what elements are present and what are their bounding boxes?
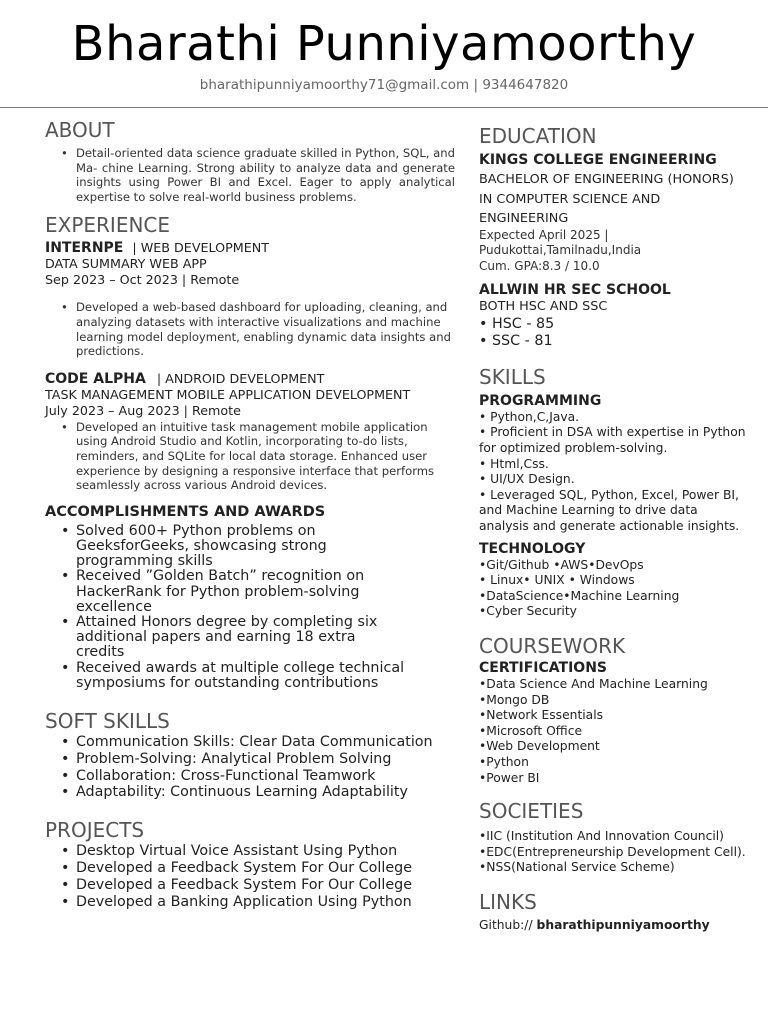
society-item: •NSS(National Service Scheme) <box>479 860 675 875</box>
job-entry-internpe <box>45 240 455 358</box>
section-title-societies: SOCIETIES <box>479 799 584 824</box>
list-item: • Desktop Virtual Voice Assistant Using Python <box>45 843 455 860</box>
list-item: • Attained Honors degree by completing six additional papers and earning 18 extra credits <box>45 615 405 661</box>
cert-item: •Python <box>479 754 529 769</box>
header-divider <box>0 107 768 108</box>
cert-item: •Power BI <box>479 770 540 785</box>
society-item: •EDC(Entrepreneurship Development Cell). <box>479 844 746 859</box>
list-item: • Developed a Feedback System For Our College <box>45 877 455 894</box>
cert-item: •Mongo DB <box>479 692 550 707</box>
list-item: • Developed a Feedback System For Our College <box>45 860 455 877</box>
programming-title: PROGRAMMING <box>479 392 602 409</box>
section-title-education: EDUCATION <box>479 124 597 148</box>
cert-item: •Microsoft Office <box>479 723 583 738</box>
section-title-accomplishments: ACCOMPLISHMENTS AND AWARDS <box>45 503 326 520</box>
job-company: CODE ALPHA <box>45 370 146 387</box>
technology-item: •Git/Github •AWS•DevOps <box>479 557 644 572</box>
job-role: | ANDROID DEVELOPMENT <box>156 370 325 386</box>
cert-item: •Data Science And Machine Learning <box>479 677 708 691</box>
left-column <box>45 118 455 910</box>
right-column <box>479 124 751 934</box>
list-item: • Adaptability: Continuous Learning Adaptability <box>45 784 455 801</box>
job-project: DATA SUMMARY WEB APP <box>45 256 207 272</box>
score-ssc: • SSC - 81 <box>479 332 553 349</box>
school-sub: BOTH HSC AND SSC <box>479 299 608 315</box>
job-desc-list <box>45 300 455 358</box>
technology-title: TECHNOLOGY <box>479 540 586 557</box>
list-item: • Collaboration: Cross-Functional Teamwork <box>45 768 455 785</box>
section-title-soft-skills: SOFT SKILLS <box>45 708 170 733</box>
resume-name: Bharathi Punniyamoorthy <box>71 16 697 72</box>
education-college <box>479 150 751 228</box>
score-hsc: • HSC - 85 <box>479 315 555 332</box>
technology-item: •DataScience•Machine Learning <box>479 588 680 603</box>
projects-list <box>45 843 455 910</box>
college-location: Pudukottai,Tamilnadu,India <box>479 243 642 258</box>
accomplishments-list <box>45 524 405 691</box>
gpa: Cum. GPA:8.3 / 10.0 <box>479 258 600 273</box>
job-desc: • Developed a web-based dashboard for uploading, cleaning, and analyzing datasets with interactive visualizations and machine learning model deployment, enabling dynamic data insights and predictions. <box>45 300 455 358</box>
programming-item: • UI/UX Design. <box>479 472 575 487</box>
job-desc-list <box>45 420 455 493</box>
school-name: ALLWIN HR SEC SCHOOL <box>479 282 671 299</box>
list-item: • Solved 600+ Python problems on GeeksforGeeks, showcasing strong programming skills <box>45 524 405 570</box>
programming-item: • Python,C,Java. <box>479 409 580 424</box>
github-username[interactable]: bharathipunniyamoorthy <box>536 917 710 932</box>
list-item: • Problem-Solving: Analytical Problem Solving <box>45 751 455 768</box>
expected-date: Expected April 2025 | <box>479 227 609 242</box>
programming-item: • Leveraged SQL, Python, Excel, Power BI, and Machine Learning to drive data analysis and generate actionable insights. <box>479 487 740 534</box>
certifications-title: CERTIFICATIONS <box>479 660 608 676</box>
github-link[interactable] <box>479 918 751 934</box>
society-item: •IIC (Institution And Innovation Council) <box>479 829 724 844</box>
job-entry-codealpha <box>45 371 455 493</box>
job-company: INTERNPE <box>45 240 124 257</box>
list-item: • Communication Skills: Clear Data Communication <box>45 734 455 751</box>
degree: BACHELOR OF ENGINEERING (HONORS) IN COMPUTER SCIENCE AND ENGINEERING <box>479 172 734 227</box>
college-name: KINGS COLLEGE ENGINEERING <box>479 152 717 168</box>
cert-item: •Network Essentials <box>479 708 604 723</box>
section-title-links: LINKS <box>479 889 537 914</box>
job-role: | WEB DEVELOPMENT <box>132 240 269 256</box>
soft-skills-list <box>45 734 455 801</box>
technology-item: •Cyber Security <box>479 604 577 619</box>
section-title-experience: EXPERIENCE <box>45 213 171 238</box>
programming-item: • Proficient in DSA with expertise in Python for optimized problem-solving. <box>479 425 746 456</box>
github-prefix: Github:// <box>479 917 533 932</box>
list-item: • Developed a Banking Application Using Python <box>45 894 455 911</box>
cert-item: •Web Development <box>479 739 600 754</box>
job-desc: • Developed an intuitive task management mobile application using Android Studio and Kotlin, incorporating to-do lists, reminders, and SQLite for local data storage. Enhanced user experience by designing a responsive interface that performs seamlessly across various Android devices. <box>45 420 455 493</box>
job-dates: July 2023 – Aug 2023 | Remote <box>45 402 241 418</box>
about-text: • Detail-oriented data science graduate skilled in Python, SQL, and Ma- chine Learning. Strong ability to analyze data and generate insights using Power BI and Excel. Eager to apply analytical expertise to solve real-world business problems. <box>45 146 455 204</box>
list-item: • Received ”Golden Batch” recognition on HackerRank for Python problem-solving excellence <box>45 569 405 615</box>
section-title-coursework: COURSEWORK <box>479 634 626 658</box>
job-project: TASK MANAGEMENT MOBILE APPLICATION DEVELOPMENT <box>45 386 411 402</box>
section-title-projects: PROJECTS <box>45 818 145 843</box>
about-list <box>45 146 455 204</box>
section-title-skills: SKILLS <box>479 364 546 389</box>
list-item: • Received awards at multiple college technical symposiums for outstanding contributions <box>45 661 405 691</box>
programming-item: • Html,Css. <box>479 456 549 471</box>
technology-item: • Linux• UNIX • Windows <box>479 573 635 588</box>
job-dates: Sep 2023 – Oct 2023 | Remote <box>45 272 240 288</box>
section-title-about: ABOUT <box>45 118 115 142</box>
contact-line[interactable]: bharathipunniyamoorthy71@gmail.com | 9344647820 <box>199 77 569 93</box>
